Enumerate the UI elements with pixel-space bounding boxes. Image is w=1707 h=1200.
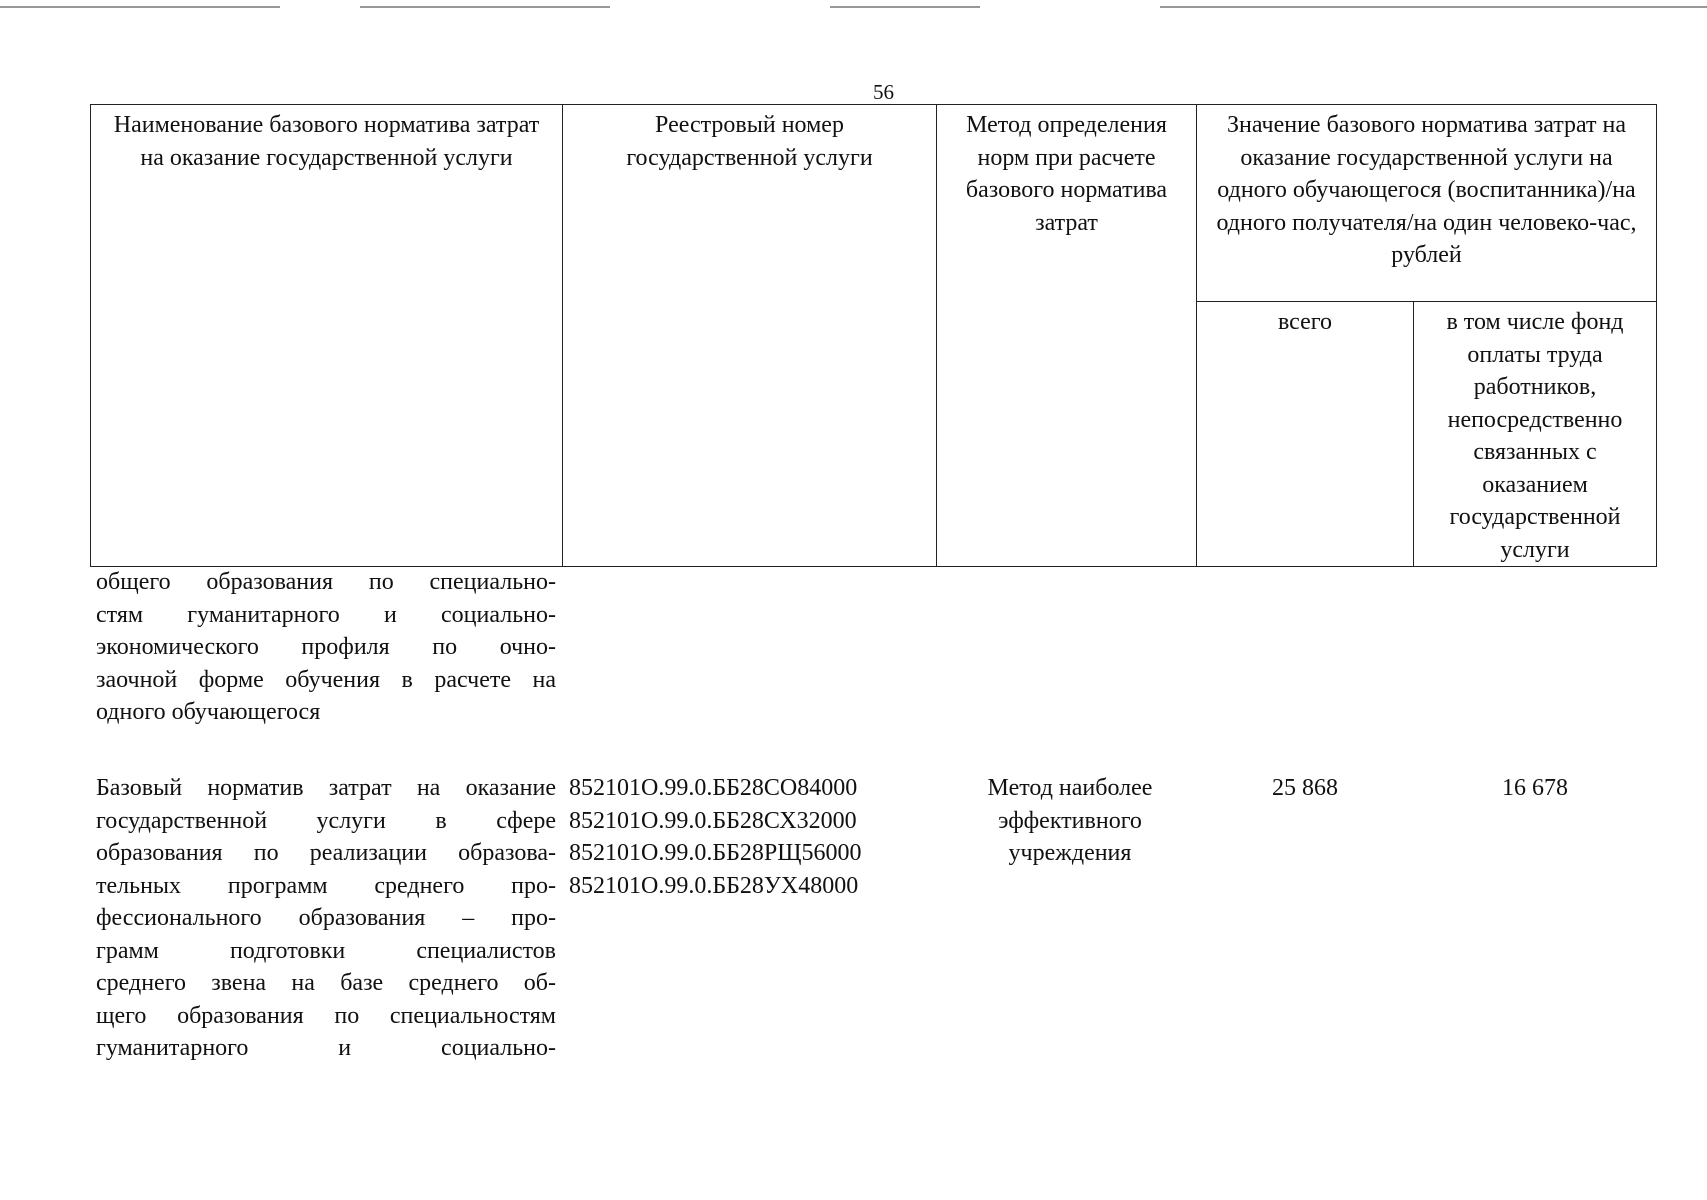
main-row-registry-numbers [569, 772, 949, 902]
registry-number: 852101О.99.0.ББ28РЩ56000 [569, 840, 862, 866]
header-cell-name: Наименование базового норматива затрат на оказание государственной услуги [91, 105, 563, 567]
registry-number: 852101О.99.0.ББ28СХ32000 [569, 807, 857, 834]
text-line: щего образования по специальностям [96, 1002, 556, 1029]
text-line: фессионального образования – про- [96, 905, 556, 931]
header-cell-method: Метод определения норм при расчете базового норматива затрат [937, 105, 1197, 567]
text-line: общего образования по специально- [96, 569, 556, 595]
norms-table-header [90, 104, 1657, 567]
registry-number: 852101О.99.0.ББ28СО84000 [569, 775, 858, 801]
text-line: грамм подготовки специалистов [96, 937, 556, 964]
page-number: 56 [873, 80, 894, 104]
continuation-row-name [96, 566, 556, 729]
main-row-method: Метод наиболее эффективного учреждения [987, 775, 1153, 866]
scan-artifact-line [830, 6, 980, 8]
header-cell-value: Значение базового норматива затрат на оказание государственной услуги на одного обучающегося (воспитанника)/на одного получателя/на один человеко-час, рублей [1197, 105, 1657, 302]
scan-artifact-line [360, 6, 610, 8]
text-line: одного обучающегося [96, 699, 321, 725]
header-cell-total: всего [1197, 302, 1414, 567]
text-line: гуманитарного и социально- [96, 1035, 556, 1061]
main-row-total: 25 868 [1272, 775, 1338, 801]
header-cell-registry: Реестровый номер государственной услуги [563, 105, 937, 567]
main-row-fot: 16 678 [1502, 775, 1568, 801]
scan-artifact-line [1160, 6, 1707, 8]
text-line: образования по реализации образова- [96, 840, 556, 866]
text-line: стям гуманитарного и социально- [96, 601, 556, 628]
scan-artifact-line [0, 6, 280, 8]
text-line: Базовый норматив затрат на оказание [96, 775, 556, 801]
text-line: экономического профиля по очно- [96, 634, 556, 660]
text-line: государственной услуги в сфере [96, 807, 556, 834]
main-row-name [96, 772, 556, 1065]
text-line: среднего звена на базе среднего об- [96, 970, 556, 996]
header-cell-fot: в том числе фонд оплаты труда работников, непосредственно связанных с оказанием государственной услуги [1414, 302, 1657, 567]
text-line: заочной форме обучения в расчете на [96, 666, 556, 693]
registry-number: 852101О.99.0.ББ28УХ48000 [569, 872, 859, 899]
text-line: тельных программ среднего про- [96, 872, 556, 899]
